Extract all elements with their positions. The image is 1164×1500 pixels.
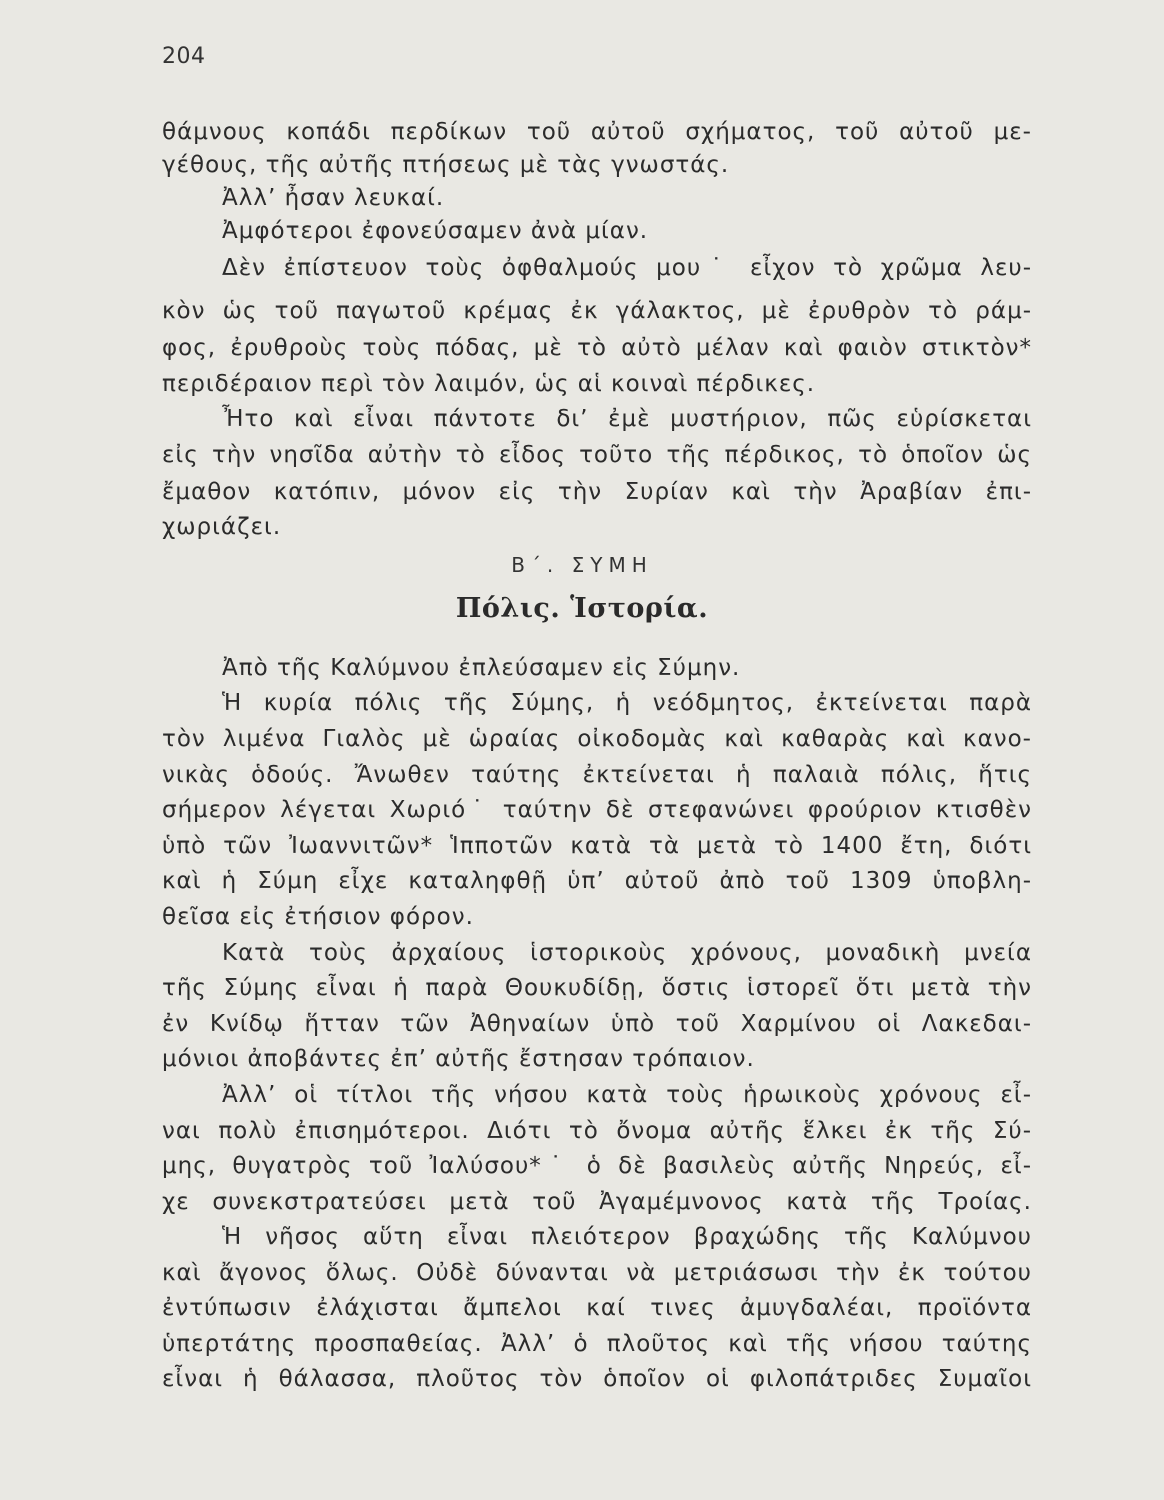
text-line: εἰς τὴν νησῖδα αὐτὴν τὸ εἶδος τοῦτο τῆς πέρδικος, τὸ ὁποῖον ὡς [162, 442, 1032, 468]
page-number: 204 [162, 44, 206, 69]
text-line: σήμερον λέγεται Χωριό˙ ταύτην δὲ στεφανώνει φρούριον κτισθὲν [162, 797, 1032, 823]
text-line: Ἦτο καὶ εἶναι πάντοτε δι’ ἐμὲ μυστήριον, πῶς εὑρίσκεται [222, 406, 1032, 432]
text-line: μης, θυγατρὸς τοῦ Ἰαλύσου*˙ ὁ δὲ βασιλεὺς αὐτῆς Νηρεύς, εἶ- [162, 1153, 1032, 1179]
text-line: χωριάζει. [162, 514, 282, 540]
text-line: ὑπερτάτης προσπαθείας. Ἀλλ’ ὁ πλοῦτος καὶ τῆς νήσου ταύτης [162, 1331, 1032, 1357]
text-line: Ἀπὸ τῆς Καλύμνου ἐπλεύσαμεν εἰς Σύμην. [222, 655, 741, 681]
text-line: ἐντύπωσιν ἐλάχισται ἄμπελοι καί τινες ἀμυγδαλέαι, προϊόντα [162, 1295, 1032, 1321]
text-line: Δὲν ἐπίστευον τοὺς ὀφθαλμούς μου˙ εἶχον τὸ χρῶμα λευ- [222, 255, 1032, 281]
text-line: νικὰς ὁδούς. Ἄνωθεν ταύτης ἐκτείνεται ἡ παλαιὰ πόλις, ἥτις [162, 762, 1032, 788]
text-line: τὸν λιμένα Γιαλὸς μὲ ὡραίας οἰκοδομὰς καὶ καθαρὰς καὶ κανο- [162, 726, 1032, 752]
text-line: Ἡ κυρία πόλις τῆς Σύμης, ἡ νεόδμητος, ἐκτείνεται παρὰ [222, 690, 1032, 716]
text-line: ναι πολὺ ἐπισημότεροι. Διότι τὸ ὄνομα αὐτῆς ἕλκει ἐκ τῆς Σύ- [162, 1118, 1032, 1144]
text-line: θεῖσα εἰς ἐτήσιον φόρον. [162, 904, 474, 930]
text-line: ἔμαθον κατόπιν, μόνον εἰς τὴν Συρίαν καὶ τὴν Ἀραβίαν ἐπι- [162, 479, 1032, 505]
section-label: Β΄. ΣΥΜΗ [511, 553, 653, 577]
text-line: μόνιοι ἀποβάντες ἐπ’ αὐτῆς ἔστησαν τρόπαιον. [162, 1046, 755, 1072]
text-line: Ἡ νῆσος αὕτη εἶναι πλειότερον βραχώδης τῆς Καλύμνου [222, 1224, 1032, 1250]
section-title: Πόλις. Ἱστορία. [455, 593, 709, 624]
text-line: χε συνεκστρατεύσει μετὰ τοῦ Ἀγαμέμνονος κατὰ τῆς Τροίας. [162, 1189, 1032, 1215]
text-line: καὶ ἄγονος ὅλως. Οὐδὲ δύνανται νὰ μετριάσωσι τὴν ἐκ τούτου [162, 1260, 1032, 1286]
text-line: Ἀλλ’ ἦσαν λευκαί. [222, 185, 445, 211]
text-line: καὶ ἡ Σύμη εἶχε καταληφθῇ ὑπ’ αὐτοῦ ἀπὸ τοῦ 1309 ὑποβλη- [162, 868, 1032, 894]
text-line: Ἀμφότεροι ἐφονεύσαμεν ἀνὰ μίαν. [222, 218, 649, 244]
text-line: ἐν Κνίδῳ ἥτταν τῶν Ἀθηναίων ὑπὸ τοῦ Χαρμίνου οἱ Λακεδαι- [162, 1011, 1032, 1037]
text-line: περιδέραιον περὶ τὸν λαιμόν, ὡς αἱ κοιναὶ πέρδικες. [162, 371, 816, 397]
text-line: γέθους, τῆς αὐτῆς πτήσεως μὲ τὰς γνωστάς. [162, 152, 730, 178]
text-line: θάμνους κοπάδι περδίκων τοῦ αὐτοῦ σχήματος, τοῦ αὐτοῦ με- [162, 119, 1032, 145]
text-line: Κατὰ τοὺς ἀρχαίους ἱστορικοὺς χρόνους, μοναδικὴ μνεία [222, 940, 1032, 966]
text-line: Ἀλλ’ οἱ τίτλοι τῆς νήσου κατὰ τοὺς ἡρωικοὺς χρόνους εἶ- [222, 1082, 1032, 1108]
text-line: φος, ἐρυθροὺς τοὺς πόδας, μὲ τὸ αὐτὸ μέλαν καὶ φαιὸν στικτὸν* [162, 335, 1032, 361]
text-line: εἶναι ἡ θάλασσα, πλοῦτος τὸν ὁποῖον οἱ φιλοπάτριδες Συμαῖοι [162, 1366, 1032, 1392]
text-line: τῆς Σύμης εἶναι ἡ παρὰ Θουκυδίδῃ, ὅστις ἱστορεῖ ὅτι μετὰ τὴν [162, 975, 1032, 1001]
text-line: ὑπὸ τῶν Ἰωαννιτῶν* Ἱπποτῶν κατὰ τὰ μετὰ τὸ 1400 ἔτη, διότι [162, 833, 1032, 859]
text-line: κὸν ὡς τοῦ παγωτοῦ κρέμας ἐκ γάλακτος, μὲ ἐρυθρὸν τὸ ράμ- [162, 298, 1032, 324]
